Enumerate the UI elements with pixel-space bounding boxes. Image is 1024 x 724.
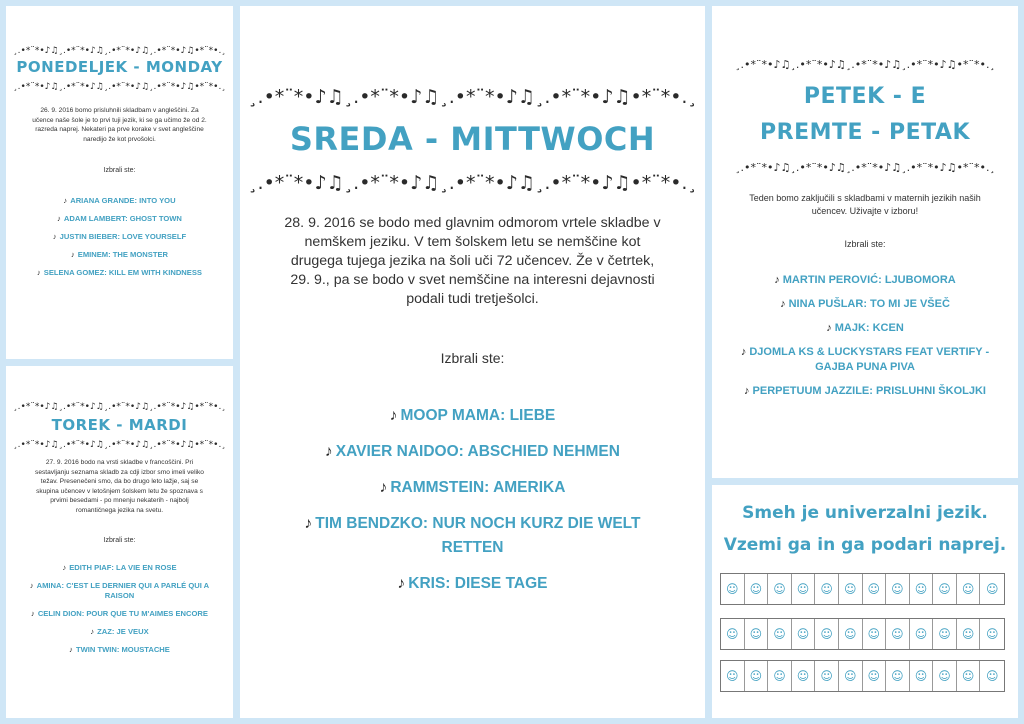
smiley-icon[interactable]: ☺ [839, 661, 863, 691]
music-note-icon: ♪ [774, 274, 780, 286]
smiley-icon[interactable]: ☺ [768, 661, 792, 691]
smiley-icon[interactable]: ☺ [910, 574, 934, 604]
smiley-icon[interactable]: ☺ [910, 619, 934, 649]
ornament-top: ¸.•*¨*•♪♫¸.•*¨*•♪♫¸.•*¨*•♪♫¸.•*¨*•♪♫•*¨*•.¸ [735, 58, 995, 71]
smiley-icon[interactable]: ☺ [839, 574, 863, 604]
smiley-icon[interactable]: ☺ [863, 574, 887, 604]
song-item: ♪ ADAM LAMBERT: GHOST TOWN [57, 213, 182, 223]
song-item: ♪ MOOP MAMA: LIEBE [389, 407, 556, 424]
friday-title: PETEK - E PREMTE - PETAK [760, 84, 970, 145]
music-note-icon: ♪ [69, 645, 73, 655]
ornament-top: ¸.•*¨*•♪♫¸.•*¨*•♪♫¸.•*¨*•♪♫¸.•*¨*•♪♫•*¨*•.¸ [248, 86, 697, 108]
music-note-icon: ♪ [31, 609, 35, 619]
ornament-bottom: ¸.•*¨*•♪♫¸.•*¨*•♪♫¸.•*¨*•♪♫¸.•*¨*•♪♫•*¨*•.¸ [13, 82, 226, 92]
tuesday-chose-label: Izbrali ste: [103, 536, 136, 544]
smiley-icon[interactable]: ☺ [985, 627, 999, 641]
smiley-icon[interactable]: ☺ [933, 619, 957, 649]
wednesday-text: 28. 9. 2016 se bodo med glavnim odmorom vrtele skladbe v nemškem jeziku. V tem šolskem letu se nemščine kot drugega tujega jezika na šoli uči 72 učencev. Že v četrtek, 29. 9., pa se bodo v svet nemščine na interesni dejavnosti podali tudi tretješolci. [284, 215, 661, 307]
song-item: ♪ AMINA: C'EST LE DERNIER QUI A PARLÉ QUI A RAISON [29, 581, 210, 601]
music-note-icon: ♪ [90, 627, 95, 637]
music-note-icon: ♪ [379, 479, 388, 496]
smiley-icon[interactable]: ☺ [721, 619, 745, 649]
ornament-top: ¸.•*¨*•♪♫¸.•*¨*•♪♫¸.•*¨*•♪♫¸.•*¨*•♪♫•*¨*•.¸ [13, 46, 226, 56]
monday-title: PONEDELJEK - MONDAY [16, 58, 223, 76]
music-note-icon: ♪ [304, 515, 313, 532]
ornament-bottom: ¸.•*¨*•♪♫¸.•*¨*•♪♫¸.•*¨*•♪♫¸.•*¨*•♪♫•*¨*•.¸ [735, 161, 995, 174]
music-note-icon: ♪ [325, 443, 333, 460]
music-note-icon: ♪ [389, 407, 398, 424]
music-note-icon: ♪ [780, 298, 786, 310]
smiley-icon[interactable]: ☺ [886, 619, 910, 649]
smiley-strip-2 [720, 618, 1005, 650]
music-note-icon: ♪ [826, 322, 832, 334]
slogan-line-2: Vzemi ga in ga podari naprej. [723, 535, 1007, 555]
wednesday-song-list [240, 404, 705, 596]
music-note-icon: ♪ [397, 575, 406, 592]
song-item: ♪ MARTIN PEROVIĆ: LJUBOMORA [774, 274, 956, 286]
music-note-icon: ♪ [740, 346, 747, 358]
smiley-icon[interactable]: ☺ [792, 574, 816, 604]
smiley-icon[interactable]: ☺ [815, 661, 839, 691]
smiley-icon[interactable]: ☺ [957, 619, 981, 649]
slogan-line-1: Smeh je univerzalni jezik. [742, 503, 988, 523]
song-item: ♪ ZAZ: JE VEUX [90, 627, 149, 637]
song-item: ♪ KRIS: DIESE TAGE [397, 575, 548, 592]
smiley-strip-3 [720, 660, 1005, 692]
laugh-panel [712, 485, 1018, 718]
smiley-icon[interactable]: ☺ [863, 619, 887, 649]
song-item: ♪ PERPETUUM JAZZILE: PRISLUHNI ŠKOLJKI [744, 385, 986, 397]
song-item: ♪ JUSTIN BIEBER: LOVE YOURSELF [52, 231, 187, 241]
tuesday-song-list [6, 563, 233, 655]
song-item: ♪ XAVIER NAIDOO: ABSCHIED NEHMEN [325, 443, 620, 460]
ornament-bottom: ¸.•*¨*•♪♫¸.•*¨*•♪♫¸.•*¨*•♪♫¸.•*¨*•♪♫•*¨*•.¸ [248, 172, 697, 194]
music-note-icon: ♪ [52, 231, 57, 241]
song-item: ♪ EDITH PIAF: LA VIE EN ROSE [62, 563, 177, 573]
song-item: ♪ MAJK: KCEN [826, 322, 904, 334]
smiley-icon[interactable]: ☺ [721, 661, 745, 691]
ornament-bottom: ¸.•*¨*•♪♫¸.•*¨*•♪♫¸.•*¨*•♪♫¸.•*¨*•♪♫•*¨*•.¸ [13, 440, 226, 450]
tuesday-title: TOREK - MARDI [51, 416, 188, 434]
smiley-icon[interactable]: ☺ [910, 661, 934, 691]
friday-chose-label: Izbrali ste: [844, 239, 886, 249]
song-item: ♪ EMINEM: THE MONSTER [70, 249, 169, 259]
monday-song-list [6, 196, 233, 278]
smiley-icon[interactable]: ☺ [815, 574, 839, 604]
smiley-icon[interactable]: ☺ [886, 574, 910, 604]
song-item: ♪ RAMMSTEIN: AMERIKA [379, 479, 566, 496]
smiley-icon[interactable]: ☺ [985, 582, 999, 596]
wednesday-panel [240, 6, 705, 718]
song-item: ♪ SELENA GOMEZ: KILL EM WITH KINDNESS [36, 267, 202, 277]
smiley-icon[interactable]: ☺ [768, 574, 792, 604]
music-note-icon: ♪ [29, 581, 34, 591]
ornament-top: ¸.•*¨*•♪♫¸.•*¨*•♪♫¸.•*¨*•♪♫¸.•*¨*•♪♫•*¨*•.¸ [13, 402, 226, 412]
tuesday-panel [6, 366, 233, 718]
wednesday-chose-label: Izbrali ste: [440, 350, 505, 366]
smiley-icon[interactable]: ☺ [957, 574, 981, 604]
friday-song-list [712, 273, 1018, 399]
smiley-icon[interactable]: ☺ [839, 619, 863, 649]
monday-text: 26. 9. 2016 bomo prisluhnili skladbam v angleščini. Za učence naše šole je to prvi tuji jezik, ki se ga učimo že od 2. razreda naprej. Nekateri pa prve korake v svet angleščine naredijo že kot prvošolci. [32, 107, 207, 143]
tuesday-text: 27. 9. 2016 bodo na vrsti skladbe v francoščini. Pri sestavljanju seznama skladb za cdji izbor smo imeli veliko težav. Presenečeni smo, da bo drugo leto lažje, saj se skupina učencev v letošnjem šolskem letu že spoznava s prvimi besedami - po mnenju nekaterih - najbolj romantičnega jezika na svetu. [35, 459, 204, 514]
smiley-icon[interactable]: ☺ [957, 661, 981, 691]
smiley-icon[interactable]: ☺ [721, 574, 745, 604]
smiley-icon[interactable]: ☺ [745, 619, 769, 649]
smiley-icon[interactable]: ☺ [745, 574, 769, 604]
song-item: ♪ NINA PUŠLAR: TO MI JE VŠEČ [780, 298, 950, 310]
smiley-icon[interactable]: ☺ [863, 661, 887, 691]
music-note-icon: ♪ [70, 249, 75, 259]
friday-text: Teden bomo zaključili s skladbami v maternih jezikih naših učencev. Uživajte v izboru! [749, 193, 981, 216]
song-item: ♪ TWIN TWIN: MOUSTACHE [69, 645, 170, 655]
song-item: ♪ CELIN DION: POUR QUE TU M'AIMES ENCORE [31, 609, 208, 619]
smiley-icon[interactable]: ☺ [933, 661, 957, 691]
smiley-icon[interactable]: ☺ [985, 669, 999, 683]
smiley-icon[interactable]: ☺ [886, 661, 910, 691]
music-note-icon: ♪ [63, 195, 68, 205]
song-item: ♪ DJOMLA KS & LUCKYSTARS FEAT VERTIFY - GAJBA PUNA PIVA [740, 346, 990, 373]
song-item: ♪ ARIANA GRANDE: INTO YOU [63, 195, 176, 205]
smiley-icon[interactable]: ☺ [768, 619, 792, 649]
smiley-strip-1 [720, 573, 1005, 605]
smiley-icon[interactable]: ☺ [933, 574, 957, 604]
music-note-icon: ♪ [57, 213, 61, 223]
smiley-icon[interactable]: ☺ [745, 661, 769, 691]
monday-panel [6, 6, 233, 359]
music-note-icon: ♪ [62, 563, 67, 573]
wednesday-title: SREDA - MITTWOCH [289, 120, 656, 158]
friday-panel [712, 6, 1018, 478]
smiley-icon[interactable]: ☺ [792, 661, 816, 691]
smiley-icon[interactable]: ☺ [792, 619, 816, 649]
song-item: ♪ TIM BENDZKO: NUR NOCH KURZ DIE WELT RETTEN [304, 515, 641, 556]
music-note-icon: ♪ [744, 385, 750, 397]
music-note-icon: ♪ [36, 267, 41, 277]
smiley-icon[interactable]: ☺ [815, 619, 839, 649]
monday-chose-label: Izbrali ste: [103, 167, 136, 175]
